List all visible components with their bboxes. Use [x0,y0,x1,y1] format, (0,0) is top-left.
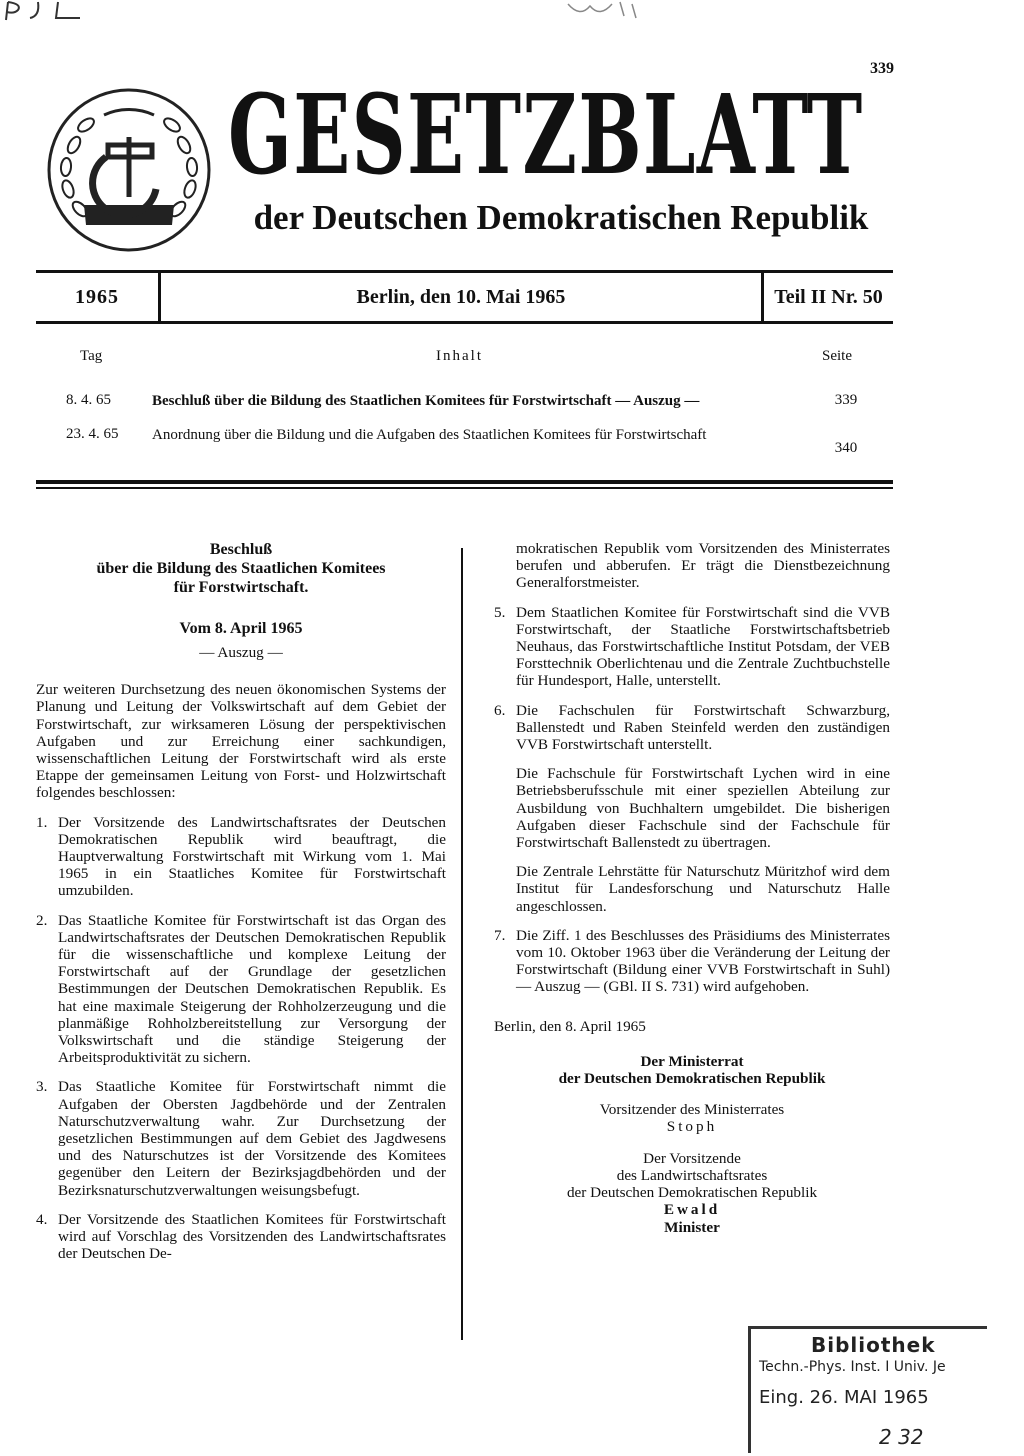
left-column [36,540,446,1275]
signatory-title: Der Vorsitzende [643,1149,741,1167]
stamp-handwritten-number: 2 32 [879,1425,924,1449]
item-number: 7. [494,926,506,944]
masthead-subtitle: der Deutschen Demokratischen Republik [253,198,869,237]
signatory-name: Ewald [663,1201,721,1219]
item-text: Dem Staatlichen Komitee für Forstwirtschaft sind die VVB Forstwirtschaft, der Staatliche Forstwirtschaftsbetrieb Neuhaus, das Forstwirtschaftliche Institut Potsdam, der VEB Forsttechnik Oberlichtenau und die Zentrale Zuchtbuchstelle für Hundesport, Halle, unterstellt. [516,603,890,690]
toc-header-page: Seite [822,348,852,364]
decree-item [494,604,890,690]
issue-place-date: Berlin, den 10. Mai 1965 [161,273,764,321]
signature-place-date: Berlin, den 8. April 1965 [494,1017,646,1035]
item-text: Der Vorsitzende des Landwirtschaftsrates der Deutschen Demokratischen Republik wird beauftragt, die Hauptverwaltung Forstwirtschaft mit Wirkung vom 1. Mai 1965 in ein Staatliches Komitee für Forstwirtschaft umzubilden. [58,813,446,900]
item-number: 1. [36,813,48,831]
item-number: 3. [36,1078,48,1096]
stamp-line: Techn.-Phys. Inst. I Univ. Je [759,1359,946,1375]
toc-entry-day: 23. 4. 65 [66,426,119,442]
item-text: Der Vorsitzende des Staatlichen Komitees für Forstwirtschaft wird auf Vorschlag des Vorsitzenden des Landwirtschaftsrates der Deutschen De- [58,1210,446,1263]
signatory-name: Stoph [666,1118,718,1136]
stamp-line: Eing. 26. MAI 1965 [759,1387,929,1408]
item-text: Das Staatliche Komitee für Forstwirtschaft ist das Organ des Landwirtschaftsrates der Deutschen Demokratischen Republik für die wissenschaftliche und komplexe Leitung der Forstwirtschaft auf der Grundlage der gesetzlichen Bestimmungen der Deutschen Demokratischen Republik. Es hat eine maximale Steigerung der Rohholzerzeugung und die planmäßige Rohholzbereitstellung zur Versorgung der Volkswirtschaft und die ständige Steigerung der Arbeitsproduktivität zu sichern. [58,911,446,1067]
masthead-container [228,80,894,195]
page-number: 339 [870,60,894,77]
decree-item [36,814,446,900]
item-number: 5. [494,603,506,621]
toc-entry-day: 8. 4. 65 [66,392,111,408]
signatory-title: Vorsitzender des Ministerrates [599,1101,785,1119]
decree-item [36,1078,446,1198]
library-receipt-stamp [748,1326,987,1453]
toc-header-content: Inhalt [436,348,483,364]
issue-bar [36,270,893,324]
toc-entry-text: Beschluß über die Bildung des Staatlichen Komitees für Forstwirtschaft — Auszug — [152,393,700,409]
decree-date: Vom 8. April 1965 [179,620,303,637]
decree-heading-line: Beschluß [209,541,273,558]
right-column [494,540,890,1236]
toc-entry-text: Anordnung über die Bildung und die Aufgaben des Staatlichen Komitees für Forstwirtschaft [152,427,707,443]
stamp-line: Bibliothek [811,1333,936,1357]
signatory-body: Der Ministerrat [640,1052,744,1070]
divider-rule [36,487,893,489]
decree-intro: Zur weiteren Durchsetzung des neuen ökonomischen Systems der Planung und Leitung der Volkswirtschaft auf dem Gebiet der Forstwirtschaft, zur wirksameren Lösung der perspektivischen Aufgaben und zur Erreichung einer sachkundigen, wissenschaftlichen Leitung der Forstwirtschaft wird als erste Etappe der gemeinsamen Leitung von Forst- und Holzwirtschaft folgendes beschlossen: [36,681,446,802]
signatory-title: der Deutschen Demokratischen Republik [566,1184,818,1202]
decree-heading-line: über die Bildung des Staatlichen Komitees [96,560,386,577]
item-continuation: mokratischen Republik vom Vorsitzenden des Ministerrates berufen und abberufen. Er trägt die Dienstbezeichnung Generalforstmeister. [516,540,890,592]
issue-year: 1965 [36,273,161,321]
toc-entry-page: 340 [834,440,858,456]
item-number: 2. [36,911,48,929]
state-emblem-icon [44,85,214,255]
signatory-title: des Landwirtschaftsrates [616,1166,768,1184]
item-number: 6. [494,701,506,719]
item-text: Die Zentrale Lehrstätte für Naturschutz Müritzhof wird dem Institut für Landesforschung und Naturschutz Halle angeschlossen. [516,863,890,915]
decree-heading-line: für Forstwirtschaft. [173,579,309,596]
item-number: 4. [36,1210,48,1228]
decree-item [494,702,890,915]
masthead-title: GESETZBLATT [228,80,864,195]
item-text: Die Ziff. 1 des Beschlusses des Präsidiums des Ministerrates vom 10. Oktober 1963 über die Veränderung der Leitung der Forstwirtschaft (Bildung einer VVB Forstwirtschaft in Suhl) — Auszug — (GBl. II S. 731) wird aufgehoben. [516,926,890,996]
toc-entry-page: 339 [834,392,858,408]
handwritten-marks [0,0,700,22]
signatory-body: der Deutschen Demokratischen Republik [558,1070,826,1088]
item-text: Das Staatliche Komitee für Forstwirtschaft nimmt die Aufgaben der Obersten Jagdbehörde und der Zentralen Naturschutzverwaltung wahr. Zur Durchsetzung der gesetzlichen Bestimmungen auf dem Gebiet des Jagdwesens und des Naturschutzes ist der Vorsitzende des Komitees gegenüber den Leitern der Bezirksjagdbehörden und der Bezirksnaturschutzverwaltungen weisungsbefugt. [58,1078,446,1199]
signatory-title: Minister [664,1218,720,1236]
column-divider [461,548,463,1340]
issue-part-number: Teil II Nr. 50 [774,286,883,308]
item-text: Die Fachschule für Forstwirtschaft Lychen wird in eine Betriebsberufsschule mit einer speziellen Abteilung zur Ausbildung von Buchhaltern umgebildet. Die bisherigen Aufgaben dieser Fachschule sind der Fachschule für Forstwirtschaft Ballenstedt zu übertragen. [516,765,890,852]
decree-excerpt-note: — Auszug — [199,644,283,661]
divider-rule [36,480,893,484]
decree-item [494,927,890,996]
decree-item [36,912,446,1067]
item-text: Die Fachschulen für Forstwirtschaft Schwarzburg, Ballenstedt und Raben Steinfeld werden den zuständigen VVB Forstwirtschaft unterstellt. [516,701,890,754]
toc-header-day: Tag [80,348,103,364]
decree-item [36,1211,446,1263]
